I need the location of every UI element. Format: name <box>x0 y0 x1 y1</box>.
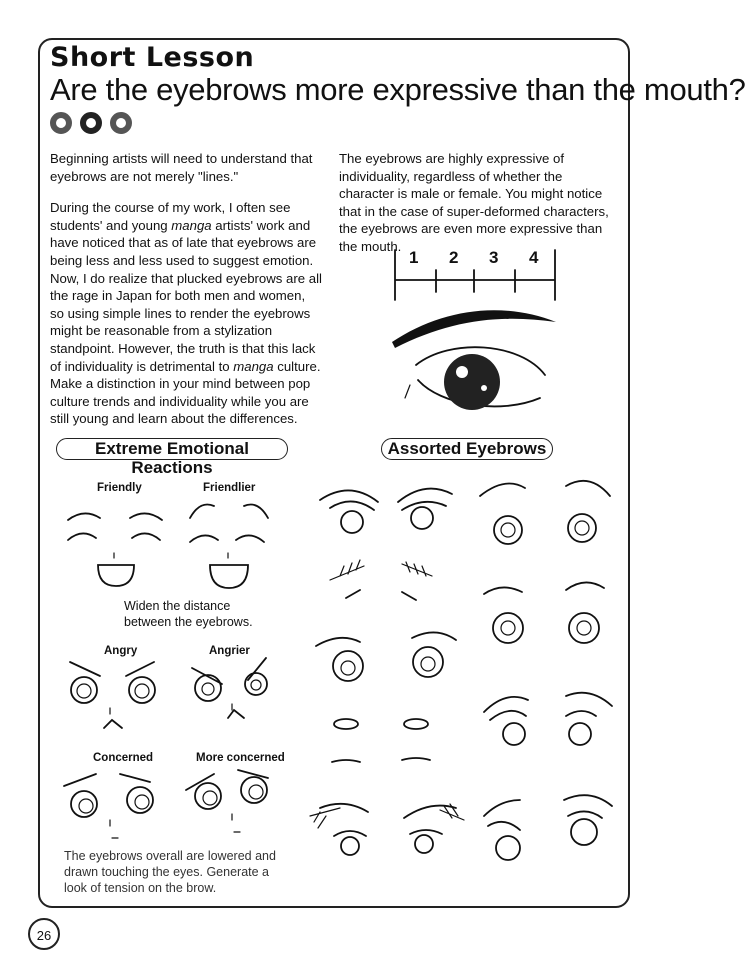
eyebrow-sample-17 <box>484 800 520 860</box>
face-more-concerned <box>186 770 268 832</box>
ruler-diagram <box>395 250 555 300</box>
face-angrier <box>192 658 267 718</box>
face-concerned <box>64 774 153 838</box>
paragraph-intro: Beginning artists will need to understand that eyebrows are not merely "lines." <box>50 151 313 184</box>
eyebrow-sample-4 <box>566 481 610 542</box>
label-friendly: Friendly <box>97 482 142 494</box>
lesson-kicker: Short Lesson <box>50 42 255 73</box>
face-friendly <box>68 513 162 586</box>
note-widen: Widen the distance between the eyebrows. <box>124 599 253 629</box>
ruler-label-3: 3 <box>489 248 499 267</box>
eyebrow-sample-10 <box>412 632 456 677</box>
heading-extreme-reactions: Extreme Emotional Reactions <box>56 438 288 460</box>
eyebrow-sample-12 <box>566 693 612 745</box>
eyebrow-sample-3 <box>480 484 525 545</box>
face-angry <box>70 662 155 728</box>
eyebrow-sample-11 <box>484 697 528 745</box>
label-angrier: Angrier <box>209 645 250 657</box>
eyebrow-sample-5 <box>330 560 364 598</box>
large-eye-illustration <box>392 310 556 410</box>
eyebrow-sample-18 <box>564 795 612 845</box>
eyebrow-sample-7 <box>484 587 523 643</box>
eyebrow-sample-16 <box>404 804 464 853</box>
label-more-concerned: More concerned <box>196 752 285 764</box>
note-lowered-brows: The eyebrows overall are lowered and drawn touching the eyes. Generate a look of tension on the brow. <box>64 849 276 895</box>
paragraph-main: During the course of my work, I often see students' and young manga artists' work and have noticed that as of late that eyebrows are being less and less used to suggest emotion. Now, I do realize that plucked eyebrows are all the rage in Japan for both men and women, so using simple lines to render the eyebrows might be reasonable from a stylization standpoint. However, the truth is that this lack of individuality is detrimental to manga culture. Make a distinction in your mind between pop culture trends and individuality while you are still young and learn about the differences. <box>50 200 322 427</box>
face-friendlier <box>190 505 268 589</box>
label-angry: Angry <box>104 645 138 657</box>
eyebrow-sample-6 <box>402 562 432 600</box>
ruler-label-1: 1 <box>409 248 419 267</box>
label-concerned: Concerned <box>93 752 154 764</box>
eyebrow-sample-14 <box>402 719 430 760</box>
page-number: 26 <box>28 918 60 950</box>
eyebrow-sample-8 <box>566 582 604 643</box>
ruler-label-4: 4 <box>529 248 539 267</box>
paragraph-right: The eyebrows are highly expressive of individuality, regardless of whether the character is male or female. You might notice that in the case of super-deformed characters, the eyebrows are even more expressive than the mouth. <box>339 151 609 254</box>
page-title: Are the eyebrows more expressive than the mouth? <box>50 72 746 107</box>
ruler-label-2: 2 <box>449 248 459 267</box>
eyebrow-sample-1 <box>320 490 378 533</box>
eyebrow-sample-15 <box>310 804 368 855</box>
eyebrow-sample-2 <box>398 489 452 529</box>
eyebrow-sample-9 <box>316 638 363 681</box>
eyebrow-sample-13 <box>332 719 360 762</box>
heading-assorted-eyebrows: Assorted Eyebrows <box>381 438 553 460</box>
label-friendlier: Friendlier <box>203 482 256 494</box>
